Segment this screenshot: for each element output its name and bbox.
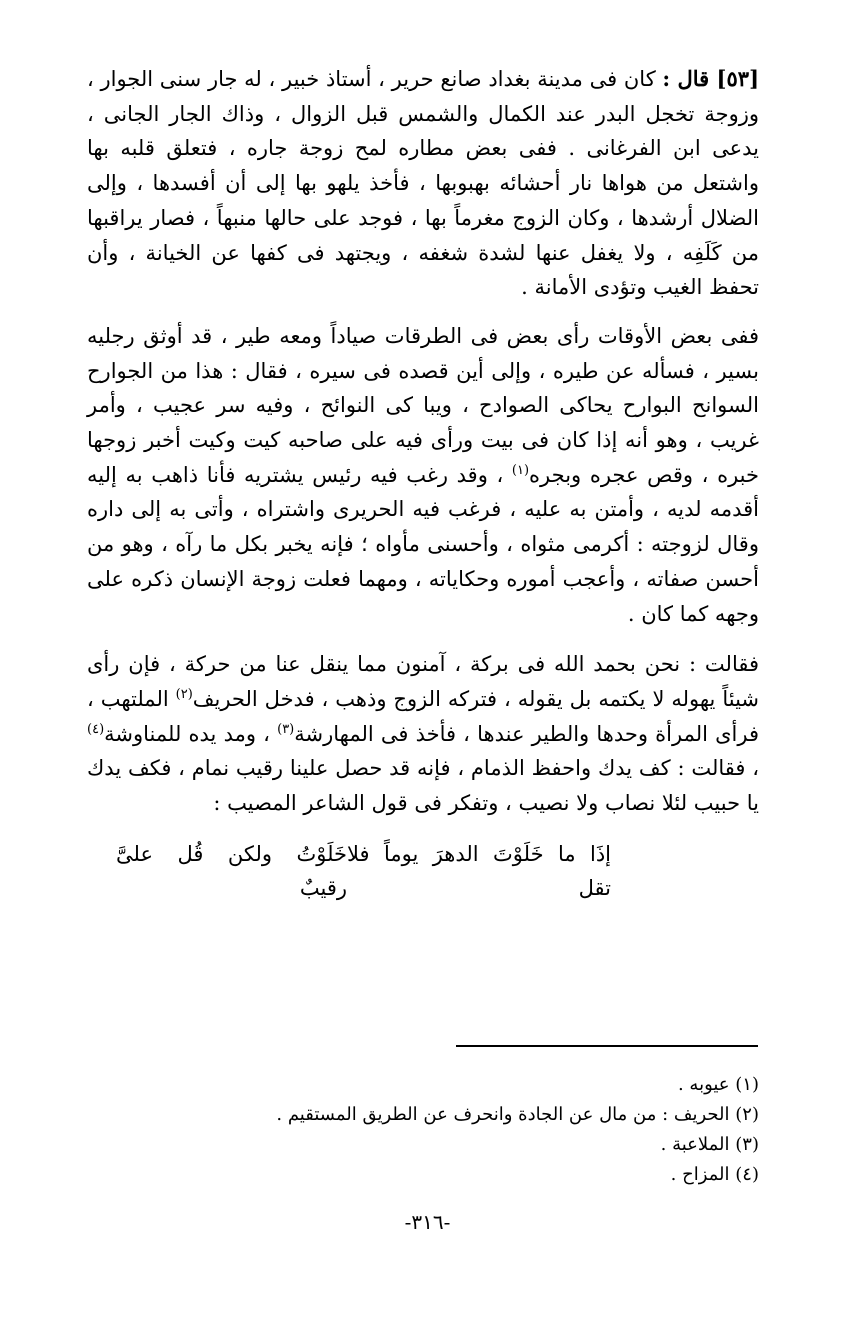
footnote-ref-3: (٣)	[277, 721, 295, 737]
footnote-3: (٣) الملاعبة .	[660, 1134, 759, 1155]
footnote-divider	[456, 1045, 758, 1047]
paragraph-3-text-c: ، ومد يده للمناوشة	[104, 721, 278, 746]
poem-verse	[116, 837, 759, 906]
paragraph-1-text: كان فى مدينة بغداد صانع حرير ، أستاذ خبير ، له جار سنى الجوار ، وزوجة تخجل البدر عند الكمال والشمس قبل الزوال ، وذاك الجار الجانى ، يدعى ابن الفرغانى . ففى بعض مطاره لمح زوجة جاره ، فتعلق قلبه بها واشتعل من هواها نار أحشائه بهبوبها ، فأخذ يلهو بها إلى أن أفسدها ، وإلى الضلال أرشدها ، وكان الزوج مغرماً بها ، فوجد على حالها منبهاً ، فصار يراقبها من كَلَفِه ، ولا يغفل عنها لشدة شغفه ، ويجتهد فى كفها عن الخيانة ، وأن تحفظ الغيب وتؤدى الأمانة .	[87, 67, 759, 300]
paragraph-3-text-b: الملتهب ، فرأى المرأة وحدها والطير عندها ، فأخذ فى المهارشة	[87, 686, 760, 746]
section-marker: [٥٣] قال :	[662, 66, 759, 91]
paragraph-1	[87, 62, 759, 305]
footnotes	[199, 1070, 759, 1190]
paragraph-3	[87, 647, 759, 821]
main-text	[87, 62, 759, 906]
footnote-4: (٤) المزاح .	[670, 1164, 759, 1185]
footnote-ref-2: (٢)	[175, 686, 193, 702]
verse-first-hemistich: إذَا ما خَلَوْتَ الدهرَ يوماً فلا تقل	[347, 841, 611, 901]
paragraph-3-text-d: ، فقالت : كف يدك واحفظ الذمام ، فإنه قد حصل علينا رقيب نمام ، فكف يدك يا حبيب لئلا نصاب ولا نصيب ، وتفكر فى قول الشاعر المصيب :	[87, 756, 759, 816]
footnote-ref-1: (١)	[511, 462, 530, 478]
footnote-2: (٢) الحريف : من مال عن الجادة وانحرف عن الطريق المستقيم .	[276, 1104, 759, 1125]
footnote-ref-4: (٤)	[87, 721, 105, 737]
paragraph-2-text-a: ففى بعض الأوقات رأى بعض فى الطرقات صياداً ومعه طير ، قد أوثق رجليه بسير ، فسأله عن طيره ، وإلى أين قصده فى سيره ، فقال : هذا من الجوارح السوانح البوارح يحاكى الصوادح ، ويبا كى النوائح ، وفيه سر عجيب ، وأمر غريب ، وهو أنه إذا كان فى بيت ورأى فيه على صاحبه كيت وكيت أخبر زوجها خبره ، وقص عجره وبجره	[87, 323, 759, 487]
paragraph-2-text-b: ، وقد رغب فيه رئيس يشتريه فأنا ذاهب به إليه أقدمه لديه ، وأمتن به عليه ، فرغب فيه الحريرى واشتراه ، وأتى به إلى داره وقال لزوجته : أكرمى مثواه ، وأحسنى مأواه ؛ فإنه يخبر بكل ما رآه ، وهو من أحسن صفاته ، وأعجب أموره وحكاياته ، ومهما فعلت زوجة الإنسان ذكره على وجهه كما كان .	[87, 462, 759, 626]
paragraph-3-text-a: فقالت : نحن بحمد الله فى بركة ، آمنون مما ينقل عنا من حركة ، فإن رأى شيئاً يهوله لا يكتمه بل يقوله ، فتركه الزوج وذهب ، فدخل الحريف	[87, 652, 760, 711]
paragraph-2	[87, 319, 759, 631]
page-number: -٣١٦-	[404, 1210, 451, 1234]
footnote-1: (١) عيوبه .	[677, 1074, 759, 1095]
verse-second-hemistich: خَلَوْتُ ولكن قُل علىَّ رقيبٌ	[116, 841, 348, 901]
